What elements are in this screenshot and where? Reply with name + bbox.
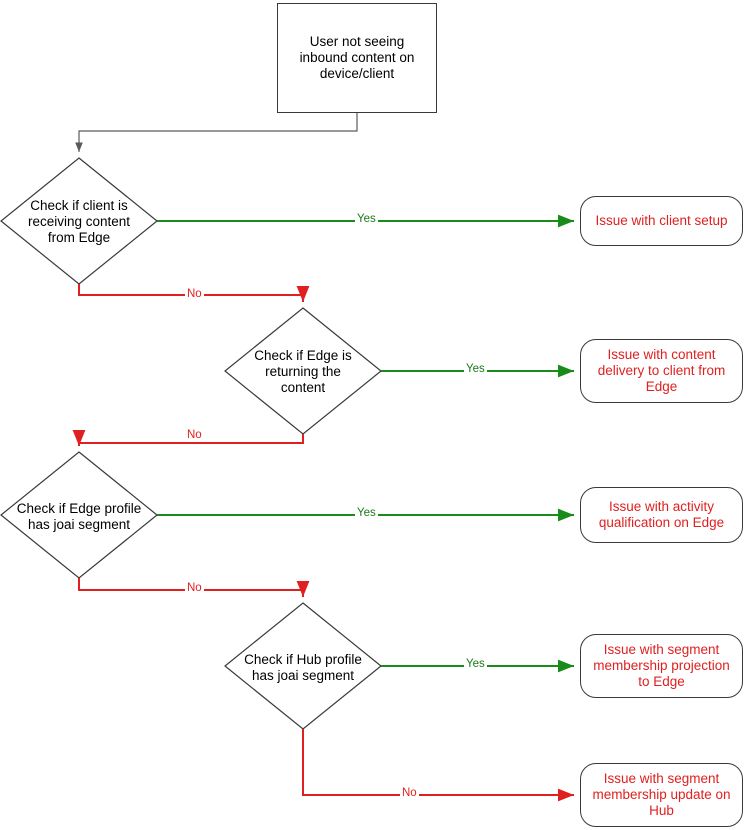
edge-label-no-3: No: [187, 582, 202, 594]
edge-label-no-2: No: [187, 429, 202, 441]
start-node-label: User not seeing inbound content on device/client: [299, 34, 415, 81]
decision-text: Check if Edge is returning the content: [254, 348, 352, 395]
outcome-issue-activity-qualification: [580, 487, 743, 543]
diamond-check-hub-profile: [225, 603, 381, 729]
edge-label-yes-3: Yes: [357, 507, 376, 519]
outcome-issue-segment-projection: [580, 634, 743, 698]
diamond-check-client-receiving: [1, 158, 157, 284]
outcome-issue-client-setup: [580, 196, 743, 246]
decision-text: Check if client is receiving content from Edge: [27, 198, 131, 245]
diamond-check-edge-profile: [1, 452, 157, 578]
edge-label-no-1: No: [187, 288, 202, 300]
start-node: [277, 3, 437, 113]
outcome-label: Issue with content delivery to client from Edge: [597, 347, 726, 394]
edge-label-yes-2: Yes: [466, 363, 485, 375]
decision-text: Check if Edge profile has joai segment: [16, 501, 142, 532]
edge-label-yes-4: Yes: [466, 658, 485, 670]
decision-text: Check if Hub profile has joai segment: [244, 652, 362, 683]
edge-label-yes-1: Yes: [357, 213, 376, 225]
diamond-check-edge-returning: [225, 308, 381, 434]
outcome-issue-content-delivery: [580, 339, 743, 403]
outcome-label: Issue with client setup: [595, 213, 728, 229]
outcome-label: Issue with activity qualification on Edge: [598, 499, 725, 530]
outcome-label: Issue with segment membership projection to Edge: [593, 642, 730, 689]
edge-label-no-4: No: [402, 787, 417, 799]
outcome-issue-segment-update: [580, 763, 743, 827]
outcome-label: Issue with segment membership update on Hub: [592, 771, 731, 818]
